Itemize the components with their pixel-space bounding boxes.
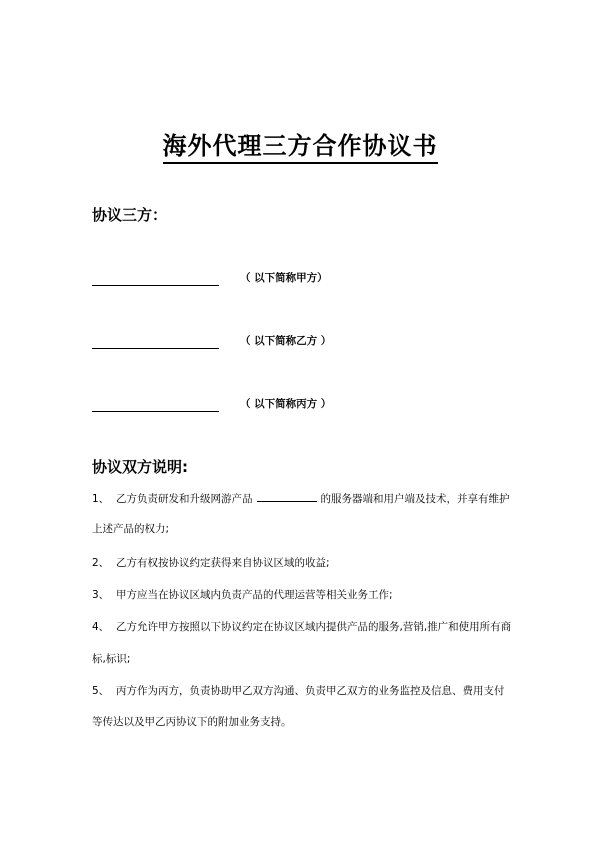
clause-2	[92, 556, 548, 570]
document-title	[0, 131, 600, 164]
party-b-blank-line	[92, 348, 219, 349]
clause-1-number: 1、	[92, 493, 110, 505]
party-c-note: （ 以下简称丙方 ）	[240, 398, 332, 410]
document-title-text: 海外代理三方合作协议书	[163, 131, 438, 164]
clause-2-text: 乙方有权按协议约定获得来自协议区域的收益;	[116, 557, 330, 569]
clause-3-number: 3、	[92, 589, 110, 601]
explanation-heading: 协议双方说明:	[92, 458, 188, 476]
clause-5-text: 丙方作为丙方，负责协助甲乙双方沟通、负责甲乙双方的业务监控及信息、费用支付	[116, 685, 505, 697]
clause-2-number: 2、	[92, 557, 110, 569]
clause-1-text-before: 乙方负责研发和升级网游产品	[116, 493, 253, 505]
product-name-blank	[257, 491, 317, 502]
clause-5-number: 5、	[92, 685, 110, 697]
clause-3-text: 甲方应当在协议区域内负责产品的代理运营等相关业务工作;	[116, 589, 393, 601]
clause-4-continuation: 标,标识;	[92, 653, 131, 665]
clause-3	[92, 588, 548, 602]
party-b-note: （ 以下简称乙方 ）	[240, 335, 332, 347]
clause-4-number: 4、	[92, 621, 110, 633]
clause-1-text-after: 的服务器端和用户端及技术，并享有维护	[320, 493, 510, 505]
clause-5-continuation: 等传达以及甲乙丙协议下的附加业务支持。	[92, 716, 292, 728]
clause-4	[92, 620, 548, 634]
clause-5	[92, 684, 548, 698]
party-c-blank-line	[92, 411, 219, 412]
parties-heading: 协议三方：	[92, 206, 168, 224]
party-a-note: （ 以下简称甲方）	[240, 272, 328, 284]
clause-1-continuation: 上述产品的权力;	[92, 523, 170, 535]
party-a-blank-line	[92, 285, 219, 286]
clause-4-text: 乙方允许甲方按照以下协议约定在协议区域内提供产品的服务,营销,推广和使用所有商	[116, 621, 512, 633]
clause-1	[92, 491, 548, 506]
